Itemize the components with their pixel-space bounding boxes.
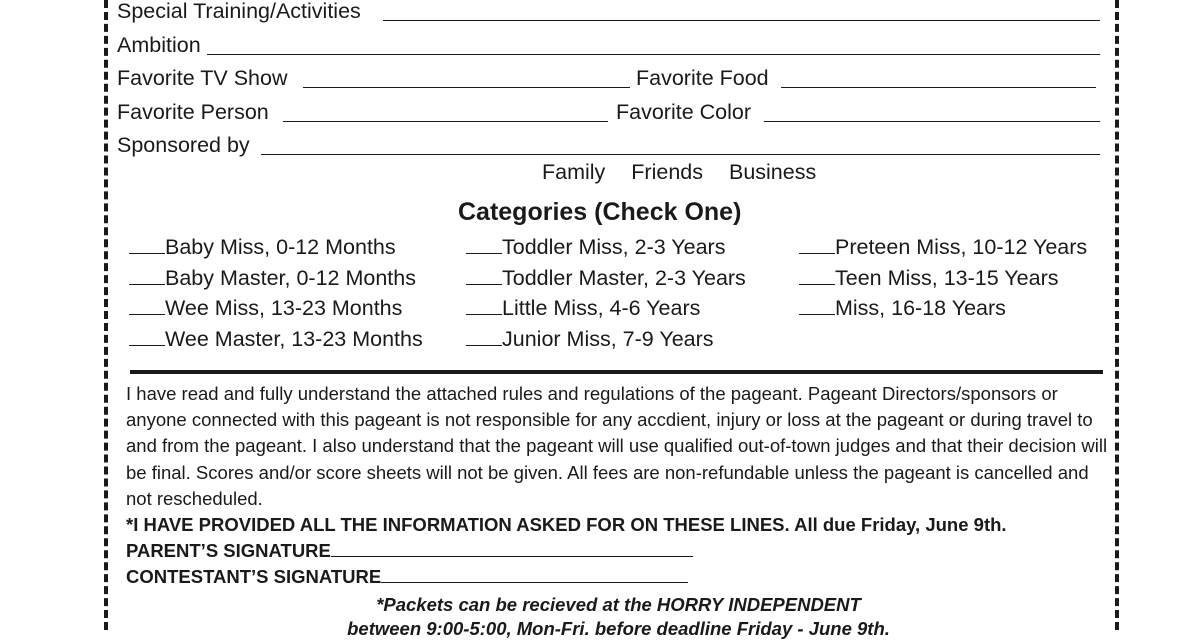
category-item[interactable] xyxy=(466,293,746,324)
categories-title: Categories (Check One) xyxy=(458,198,742,226)
checkbox-blank[interactable] xyxy=(466,264,502,285)
category-label: Little Miss, 4-6 Years xyxy=(502,296,701,321)
category-label: Baby Miss, 0-12 Months xyxy=(165,235,396,259)
favorite-person-field[interactable] xyxy=(283,121,608,122)
category-item[interactable] xyxy=(129,263,423,294)
category-item[interactable] xyxy=(129,232,423,263)
favorite-food-field[interactable] xyxy=(781,87,1096,88)
contestant-signature-label: CONTESTANT’S SIGNATURE xyxy=(126,566,382,588)
category-label: Wee Master, 13-23 Months xyxy=(165,327,423,352)
category-item[interactable] xyxy=(466,324,746,355)
special-training-row xyxy=(117,0,1102,24)
checkbox-blank[interactable] xyxy=(799,264,835,285)
contestant-signature-field[interactable] xyxy=(381,564,688,583)
favorite-color-label: Favorite Color xyxy=(616,100,752,124)
ambition-row xyxy=(117,32,1102,58)
favorites-row-2 xyxy=(117,99,1102,125)
checkbox-blank[interactable] xyxy=(799,233,835,254)
checkbox-blank[interactable] xyxy=(129,325,165,346)
category-label: Wee Miss, 13-23 Months xyxy=(165,296,403,321)
category-column-3 xyxy=(799,232,1087,324)
ambition-field[interactable] xyxy=(207,54,1100,55)
checkbox-blank[interactable] xyxy=(129,294,165,315)
category-label: Junior Miss, 7-9 Years xyxy=(502,327,714,352)
category-item[interactable] xyxy=(466,232,746,263)
contestant-signature-row xyxy=(126,564,1111,590)
category-item[interactable] xyxy=(799,263,1087,294)
disclaimer-text: I have read and fully understand the attached rules and regulations of the pageant. Pageant Directors/sponsors or anyone connected with this pageant is not responsible for any accdient, injury or loss at the pageant or during travel to and from the pageant. I also understand that the pageant will use qualified out-of-town judges and that their decision will be final. Scores and/or score sheets will not be given. All fees are non-refundable unless the pageant is cancelled and not rescheduled. xyxy=(126,383,1108,509)
checkbox-blank[interactable] xyxy=(129,233,165,254)
favorite-color-field[interactable] xyxy=(764,121,1100,122)
parent-signature-label: PARENT’S SIGNATURE xyxy=(126,540,331,562)
confirmation-statement: *I HAVE PROVIDED ALL THE INFORMATION ASKED FOR ON THESE LINES. All due Friday, June 9th. xyxy=(126,514,1007,536)
disclaimer-section xyxy=(126,381,1111,591)
sponsored-by-field[interactable] xyxy=(261,154,1100,155)
category-column-2 xyxy=(466,232,746,355)
packet-pickup-line-2: between 9:00-5:00, Mon-Fri. before deadline Friday - June 9th. xyxy=(347,618,890,639)
dashed-border-right xyxy=(1115,0,1119,630)
sponsored-by-row xyxy=(117,132,1102,158)
favorites-row-1 xyxy=(117,65,1102,91)
checkbox-blank[interactable] xyxy=(466,294,502,315)
sponsor-option-business[interactable]: Business xyxy=(728,160,817,184)
dashed-border-left xyxy=(104,0,108,630)
special-training-field[interactable] xyxy=(383,20,1100,21)
category-label: Baby Master, 0-12 Months xyxy=(165,265,416,290)
category-item[interactable] xyxy=(799,232,1087,263)
category-item[interactable] xyxy=(466,263,746,294)
favorite-tv-show-field[interactable] xyxy=(303,87,630,88)
category-column-1 xyxy=(129,232,423,355)
category-label: Teen Miss, 13-15 Years xyxy=(835,265,1059,290)
parent-signature-row xyxy=(126,538,1111,564)
special-training-label: Special Training/Activities xyxy=(117,0,361,23)
sponsor-options xyxy=(542,159,836,185)
packet-pickup-line-1: *Packets can be recieved at the HORRY INDEPENDENT xyxy=(376,594,861,615)
ambition-label: Ambition xyxy=(117,33,201,57)
sponsored-by-label: Sponsored by xyxy=(117,133,250,157)
checkbox-blank[interactable] xyxy=(466,233,502,254)
category-item[interactable] xyxy=(129,324,423,355)
category-label: Toddler Master, 2-3 Years xyxy=(502,265,746,290)
category-item[interactable] xyxy=(799,293,1087,324)
checkbox-blank[interactable] xyxy=(466,325,502,346)
section-divider xyxy=(130,370,1103,374)
favorite-food-label: Favorite Food xyxy=(636,66,769,90)
favorite-person-label: Favorite Person xyxy=(117,100,269,124)
parent-signature-field[interactable] xyxy=(331,538,693,557)
category-label: Preteen Miss, 10-12 Years xyxy=(835,235,1088,259)
sponsor-option-family[interactable]: Family xyxy=(542,160,606,184)
checkbox-blank[interactable] xyxy=(129,264,165,285)
category-label: Toddler Miss, 2-3 Years xyxy=(502,235,726,259)
category-label: Miss, 16-18 Years xyxy=(835,296,1006,321)
checkbox-blank[interactable] xyxy=(799,294,835,315)
favorite-tv-show-label: Favorite TV Show xyxy=(117,66,288,90)
sponsor-option-friends[interactable]: Friends xyxy=(631,160,703,184)
category-item[interactable] xyxy=(129,293,423,324)
